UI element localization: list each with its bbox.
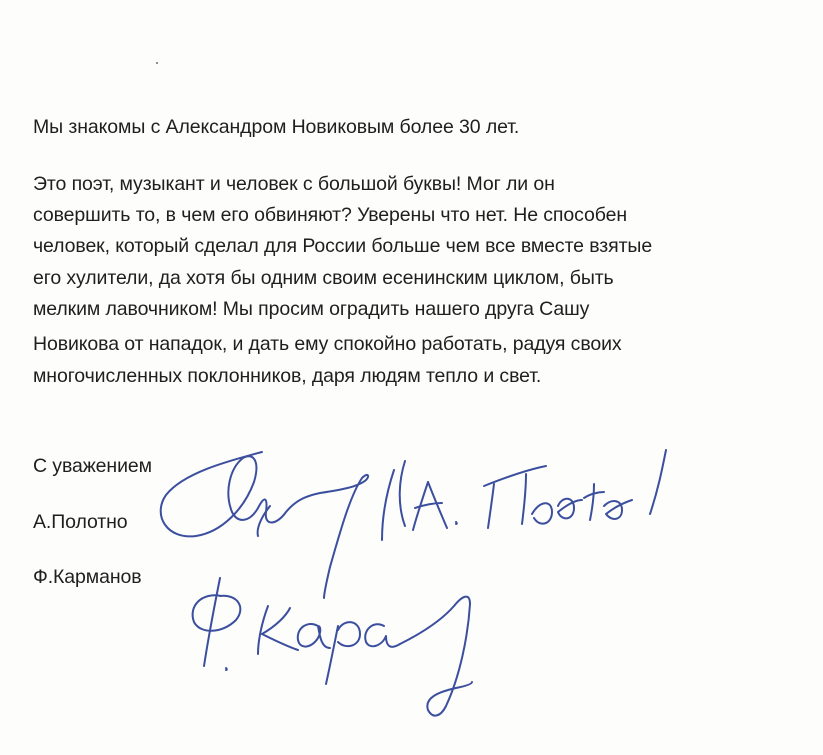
signature-polotno: [161, 450, 666, 598]
body-line-1: Это поэт, музыкант и человек с большой буквы! Мог ли он: [33, 173, 555, 195]
body-line-3: человек, который сделал для России больше чем все вместе взятые: [33, 235, 653, 257]
closing-line: С уважением: [33, 455, 152, 477]
signatory-1: А.Полотно: [33, 511, 128, 533]
body-line-4: его хулители, да хотя бы одним своим есенинским циклом, быть: [33, 267, 614, 289]
paper-speck: [156, 62, 158, 64]
signatory-2: Ф.Карманов: [33, 566, 142, 588]
body-line-6: Новикова от нападок, и дать ему спокойно работать, радуя своих: [33, 333, 622, 355]
signature-karmanov: [193, 578, 472, 716]
body-line-2: совершить то, в чем его обвиняют? Уверены что нет. Не способен: [33, 204, 628, 226]
body-line-7: многочисленных поклонников, даря людям тепло и свет.: [33, 365, 542, 387]
intro-line: Мы знакомы с Александром Новиковым более 30 лет.: [33, 116, 520, 138]
body-line-5: мелким лавочником! Мы просим оградить нашего друга Сашу: [33, 298, 590, 320]
